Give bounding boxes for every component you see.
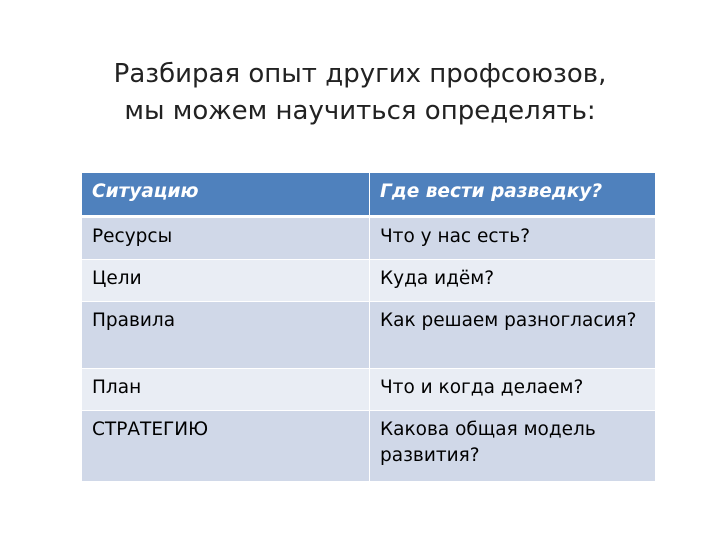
table-cell: План [82, 369, 370, 411]
table-header-row [82, 173, 656, 217]
table-cell: Что у нас есть? [370, 217, 656, 260]
table-row [82, 411, 656, 482]
table-cell: Что и когда делаем? [370, 369, 656, 411]
table-cell: Цели [82, 260, 370, 302]
table-cell: Правила [82, 302, 370, 369]
table-row [82, 217, 656, 260]
table-row [82, 260, 656, 302]
slide-title-line-1: Разбирая опыт других профсоюзов, [113, 59, 607, 89]
column-header-situation: Ситуацию [82, 173, 370, 217]
column-header-where-to-scout: Где вести разведку? [370, 173, 656, 217]
slide-title-line-2: мы можем научиться определять: [124, 96, 596, 126]
table-row [82, 302, 656, 369]
table-cell: Куда идём? [370, 260, 656, 302]
table-cell: Ресурсы [82, 217, 370, 260]
table-cell: Какова общая модель развития? [370, 411, 656, 482]
table-row [82, 369, 656, 411]
table-cell: Как решаем разногласия? [370, 302, 656, 369]
info-table [81, 172, 656, 482]
slide-title [60, 56, 660, 130]
table-cell: СТРАТЕГИЮ [82, 411, 370, 482]
